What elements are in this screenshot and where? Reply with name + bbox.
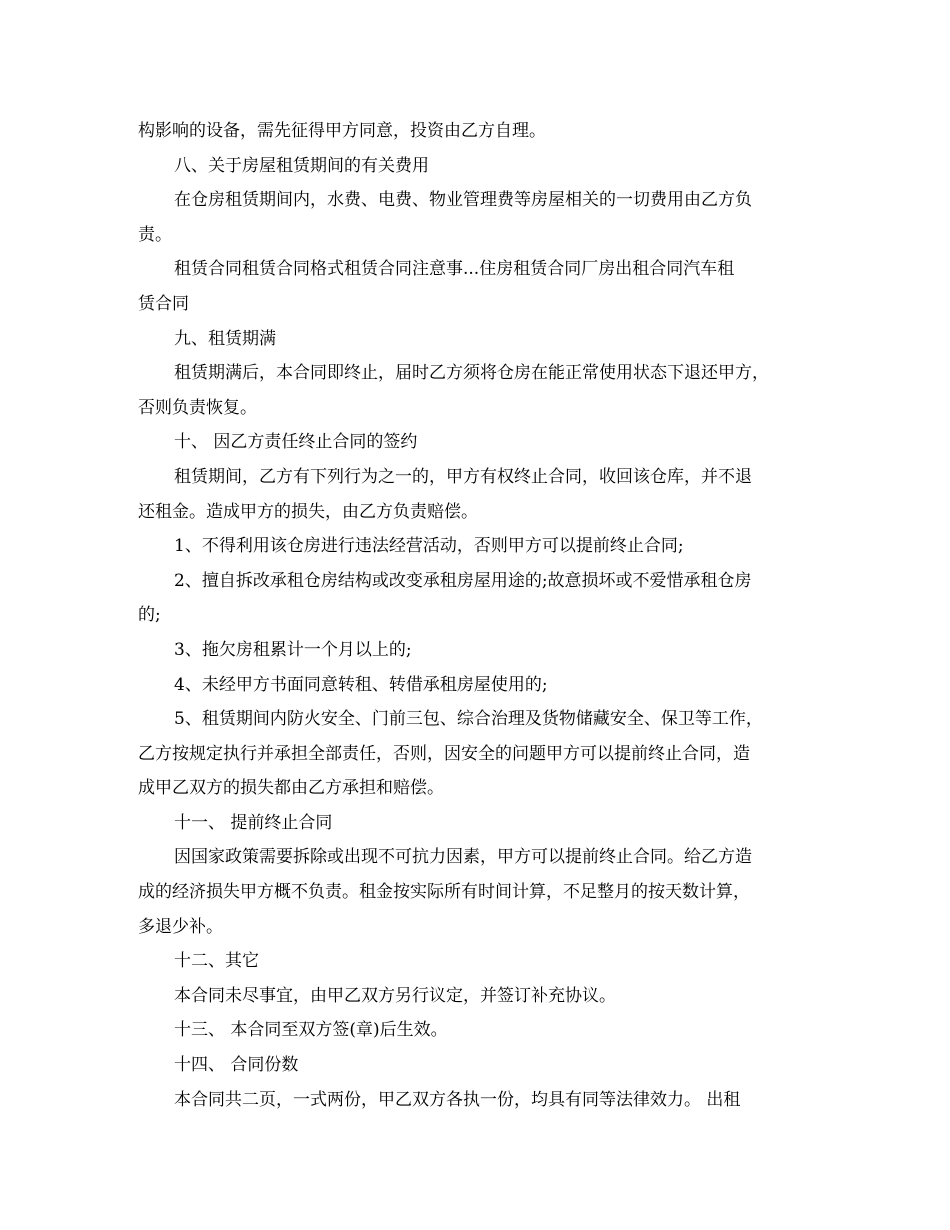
document-line: 4、未经甲方书面同意转租、转借承租房屋使用的; bbox=[174, 674, 548, 695]
document-line: 十、 因乙方责任终止合同的签约 bbox=[174, 432, 418, 453]
document-line: 租赁期间，乙方有下列行为之一的，甲方有权终止合同，收回该仓库，并不退 bbox=[174, 466, 752, 487]
document-line: 本合同未尽事宜，由甲乙双方另行议定，并签订补充协议。 bbox=[174, 985, 616, 1006]
document-line: 租赁合同租赁合同格式租赁合同注意事...住房租赁合同厂房出租合同汽车租 bbox=[174, 259, 735, 280]
document-line: 因国家政策需要拆除或出现不可抗力因素，甲方可以提前终止合同。给乙方造 bbox=[174, 847, 752, 868]
document-line: 构影响的设备，需先征得甲方同意，投资由乙方自理。 bbox=[138, 121, 546, 141]
document-line: 十二、其它 bbox=[174, 951, 259, 972]
document-line: 5、租赁期间内防火安全、门前三包、综合治理及货物储藏安全、保卫等工作， bbox=[174, 709, 763, 730]
document-line: 八、关于房屋租赁期间的有关费用 bbox=[174, 155, 429, 176]
document-body bbox=[138, 114, 818, 1117]
document-line: 本合同共二页，一式两份，甲乙双方各执一份，均具有同等法律效力。 出租 bbox=[174, 1089, 741, 1110]
document-line: 租赁期满后，本合同即终止，届时乙方须将仓房在能正常使用状态下退还甲方， bbox=[174, 363, 769, 384]
document-line: 责。 bbox=[138, 224, 172, 245]
document-line: 十四、 合同份数 bbox=[174, 1055, 299, 1076]
document-line: 还租金。造成甲方的损失，由乙方负责赔偿。 bbox=[138, 501, 478, 522]
document-line: 十三、 本合同至双方签(章)后生效。 bbox=[174, 1020, 448, 1041]
document-line: 多退少补。 bbox=[138, 916, 223, 937]
document-line: 1、不得利用该仓房进行违法经营活动，否则甲方可以提前终止合同; bbox=[174, 536, 684, 557]
document-line: 乙方按规定执行并承担全部责任，否则，因安全的问题甲方可以提前终止合同，造 bbox=[138, 743, 750, 764]
document-line: 成甲乙双方的损失都由乙方承担和赔偿。 bbox=[138, 778, 444, 799]
document-line: 赁合同 bbox=[138, 293, 189, 314]
document-line: 十一、 提前终止合同 bbox=[174, 812, 333, 833]
document-line: 2、擅自拆改承租仓房结构或改变承租房屋用途的;故意损坏或不爱惜承租仓房 bbox=[174, 570, 752, 591]
document-line: 的; bbox=[138, 605, 161, 626]
document-line: 否则负责恢复。 bbox=[138, 397, 257, 418]
document-line: 3、拖欠房租累计一个月以上的; bbox=[174, 639, 412, 660]
document-line: 在仓房租赁期间内，水费、电费、物业管理费等房屋相关的一切费用由乙方负 bbox=[174, 190, 752, 211]
document-line: 九、租赁期满 bbox=[174, 328, 276, 349]
document-line: 成的经济损失甲方概不负责。租金按实际所有时间计算，不足整月的按天数计算， bbox=[138, 882, 750, 903]
